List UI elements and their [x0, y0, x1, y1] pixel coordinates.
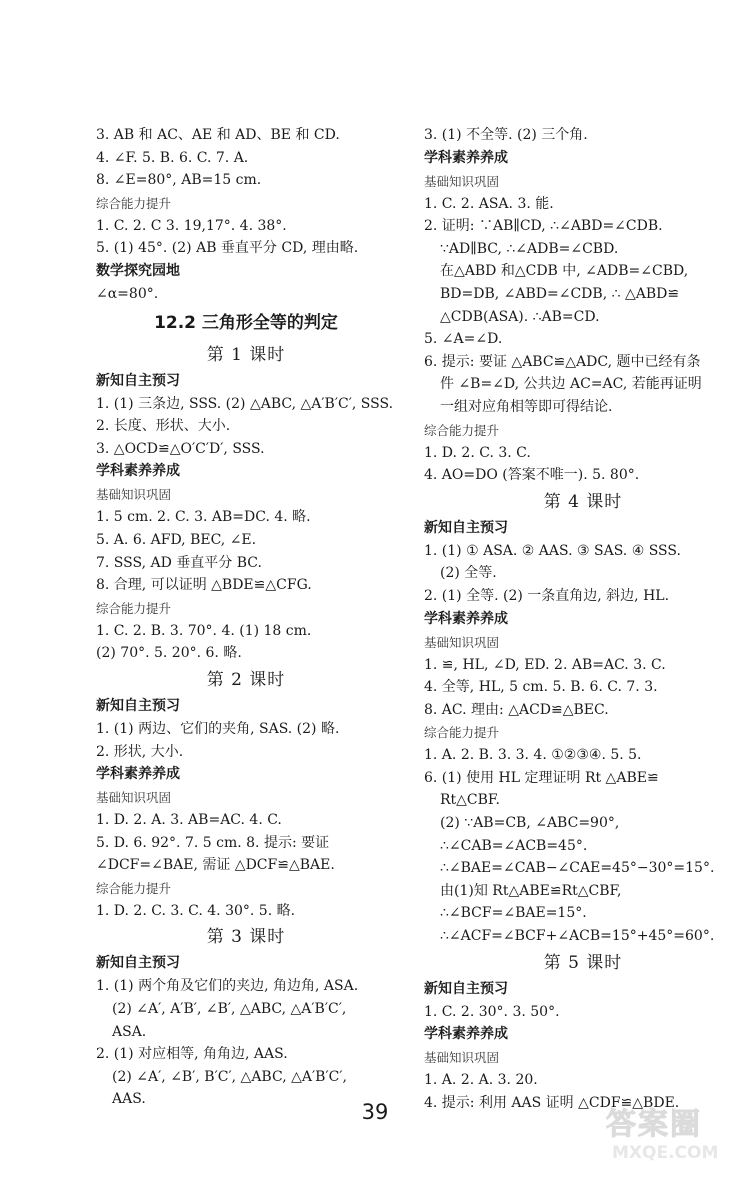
answer-line: 6. 提示: 要证 △ABC≌△ADC, 题中已经有条 — [424, 353, 701, 370]
watermark-logo — [606, 1108, 738, 1172]
subsection-heading: 基础知识巩固 — [424, 634, 500, 650]
answer-line-indented: ∴∠BAE=∠CAB−∠CAE=45°−30°=15°. — [440, 860, 715, 877]
right-column — [424, 124, 742, 1114]
section-heading: 新知自主预习 — [96, 955, 180, 972]
section-heading: 学科素养养成 — [424, 149, 508, 166]
answer-line: ∠DCF=∠BAE, 需证 △DCF≌△BAE. — [96, 857, 335, 874]
subsection-heading: 综合能力提升 — [96, 600, 172, 616]
answer-line-indented: ∴∠ACF=∠BCF+∠ACB=15°+45°=60°. — [440, 928, 715, 945]
answer-line-indented: ASA. — [112, 1023, 147, 1040]
watermark-url: MXQE.COM — [612, 1143, 719, 1163]
answer-line: 1. ≌, HL, ∠D, ED. 2. AB=AC. 3. C. — [424, 656, 666, 673]
section-heading: 新知自主预习 — [424, 519, 508, 536]
answer-line: 4. 全等, HL, 5 cm. 5. B. 6. C. 7. 3. — [424, 679, 658, 696]
answer-line: (2) 70°. 5. 20°. 6. 略. — [96, 645, 242, 662]
answer-line-indented: 由(1)知 Rt△ABE≌Rt△CBF, — [440, 882, 622, 899]
answer-line: 2. 形状, 大小. — [96, 743, 184, 760]
answer-line-indented: (2) ∠A′, ∠B′, B′C′, △ABC, △A′B′C′, — [112, 1068, 347, 1085]
answer-line: 3. (1) 不全等. (2) 三个角. — [424, 127, 588, 143]
lesson-title: 第 5 课时 — [543, 952, 623, 973]
answer-line-indented: Rt△CBF. — [440, 792, 500, 809]
answer-line: 8. ∠E=80°, AB=15 cm. — [96, 172, 262, 189]
answer-line: 2. (1) 对应相等, 角角边, AAS. — [96, 1046, 288, 1063]
subsection-heading: 综合能力提升 — [96, 880, 172, 896]
answer-line-indented: (2) ∠A′, A′B′, ∠B′, △ABC, △A′B′C′, — [112, 1001, 347, 1018]
answer-line-indented: ∴∠CAB=∠ACB=45°. — [440, 837, 588, 854]
answer-line: 1. C. 2. 30°. 3. 50°. — [424, 1003, 560, 1020]
section-heading: 学科素养养成 — [424, 1026, 508, 1043]
answer-line: ∠α=80°. — [96, 285, 159, 302]
answer-line-indented: ∵AD∥BC, ∴∠ADB=∠CBD. — [440, 240, 619, 257]
section-heading: 学科素养养成 — [96, 463, 180, 480]
answer-line: 2. (1) 全等. (2) 一条直角边, 斜边, HL. — [424, 587, 670, 604]
section-heading: 学科素养养成 — [424, 610, 508, 627]
section-heading: 新知自主预习 — [96, 372, 180, 389]
answer-line-indented: 一组对应角相等即可得结论. — [440, 398, 613, 415]
left-column — [96, 124, 396, 1111]
answer-line-indented: (2) ∵AB=CB, ∠ABC=90°, — [440, 815, 620, 832]
answer-line: 7. SSS, AD 垂直平分 BC. — [96, 554, 262, 571]
section-heading: 学科素养养成 — [96, 766, 180, 783]
answer-line: 1. 5 cm. 2. C. 3. AB=DC. 4. 略. — [96, 509, 311, 526]
answer-line: 1. A. 2. A. 3. 20. — [424, 1072, 538, 1089]
lesson-title: 第 3 课时 — [206, 927, 286, 948]
answer-line-indented: △CDB(ASA). ∴AB=CD. — [440, 308, 600, 325]
answer-line-indented: ∴∠BCF=∠BAE=15°. — [440, 905, 587, 922]
answer-line-indented: 在△ABD 和△CDB 中, ∠ADB=∠CBD, — [440, 263, 689, 280]
answer-line: 4. ∠F. 5. B. 6. C. 7. A. — [96, 149, 249, 166]
answer-line: 5. ∠A=∠D. — [424, 331, 503, 348]
subsection-heading: 基础知识巩固 — [424, 173, 500, 189]
watermark-text: 答案圈 — [606, 1107, 702, 1142]
answer-line-indented: BD=DB, ∠ABD=∠CDB, ∴ △ABD≌ — [440, 285, 680, 302]
answer-line-indented: 件 ∠B=∠D, 公共边 AC=AC, 若能再证明 — [440, 376, 702, 393]
section-heading: 新知自主预习 — [424, 980, 508, 997]
answer-line: 3. △OCD≌△O′C′D′, SSS. — [96, 440, 265, 457]
answer-line: 1. D. 2. A. 3. AB=AC. 4. C. — [96, 812, 282, 829]
answer-line: 8. AC. 理由: △ACD≌△BEC. — [424, 701, 609, 718]
answer-line: 1. A. 2. B. 3. 3. 4. ①②③④. 5. 5. — [424, 747, 642, 764]
answer-line: 1. D. 2. C. 3. C. — [424, 444, 531, 461]
lesson-title: 第 1 课时 — [206, 344, 286, 365]
page-number: 39 — [361, 1100, 389, 1124]
answer-line: 1. C. 2. ASA. 3. 能. — [424, 195, 554, 212]
answer-line: 5. D. 6. 92°. 7. 5 cm. 8. 提示: 要证 — [96, 834, 330, 851]
lesson-title: 第 4 课时 — [543, 491, 623, 512]
answer-line: 3. AB 和 AC、AE 和 AD、BE 和 CD. — [96, 127, 340, 143]
answer-line: 8. 合理, 可以证明 △BDE≌△CFG. — [96, 577, 312, 594]
subsection-heading: 基础知识巩固 — [96, 487, 172, 503]
answer-line: 1. (1) ① ASA. ② AAS. ③ SAS. ④ SSS. — [424, 542, 681, 559]
answer-line: 2. 长度、形状、大小. — [96, 418, 231, 435]
answer-line: 4. 提示: 利用 AAS 证明 △CDF≌△BDE. — [424, 1094, 680, 1111]
answer-line: 4. AO=DO (答案不唯一). 5. 80°. — [424, 467, 640, 484]
answer-line: 6. (1) 使用 HL 定理证明 Rt △ABE≌ — [424, 769, 659, 786]
section-heading: 数学探究园地 — [96, 262, 180, 279]
lesson-title: 第 2 课时 — [206, 669, 286, 690]
answer-line: 1. (1) 两边、它们的夹角, SAS. (2) 略. — [96, 720, 340, 737]
answer-line: 5. (1) 45°. (2) AB 垂直平分 CD, 理由略. — [96, 240, 359, 257]
answer-line: 1. (1) 两个角及它们的夹边, 角边角, ASA. — [96, 978, 359, 995]
answer-line: 1. (1) 三条边, SSS. (2) △ABC, △A′B′C′, SSS. — [96, 395, 394, 412]
chapter-title: 12.2 三角形全等的判定 — [154, 312, 338, 333]
answer-line: 5. A. 6. AFD, BEC, ∠E. — [96, 531, 257, 548]
subsection-heading: 基础知识巩固 — [424, 1050, 500, 1066]
answer-line: 1. C. 2. C 3. 19,17°. 4. 38°. — [96, 217, 287, 234]
answer-line-indented: AAS. — [112, 1091, 146, 1108]
answer-line: 1. C. 2. B. 3. 70°. 4. (1) 18 cm. — [96, 622, 312, 639]
subsection-heading: 综合能力提升 — [424, 422, 500, 438]
subsection-heading: 综合能力提升 — [424, 725, 500, 741]
answer-line-indented: (2) 全等. — [440, 565, 497, 582]
subsection-heading: 基础知识巩固 — [96, 790, 172, 806]
section-heading: 新知自主预习 — [96, 697, 180, 714]
subsection-heading: 综合能力提升 — [96, 195, 172, 211]
answer-line: 1. D. 2. C. 3. C. 4. 30°. 5. 略. — [96, 902, 296, 919]
answer-line: 2. 证明: ∵AB∥CD, ∴∠ABD=∠CDB. — [424, 218, 663, 235]
